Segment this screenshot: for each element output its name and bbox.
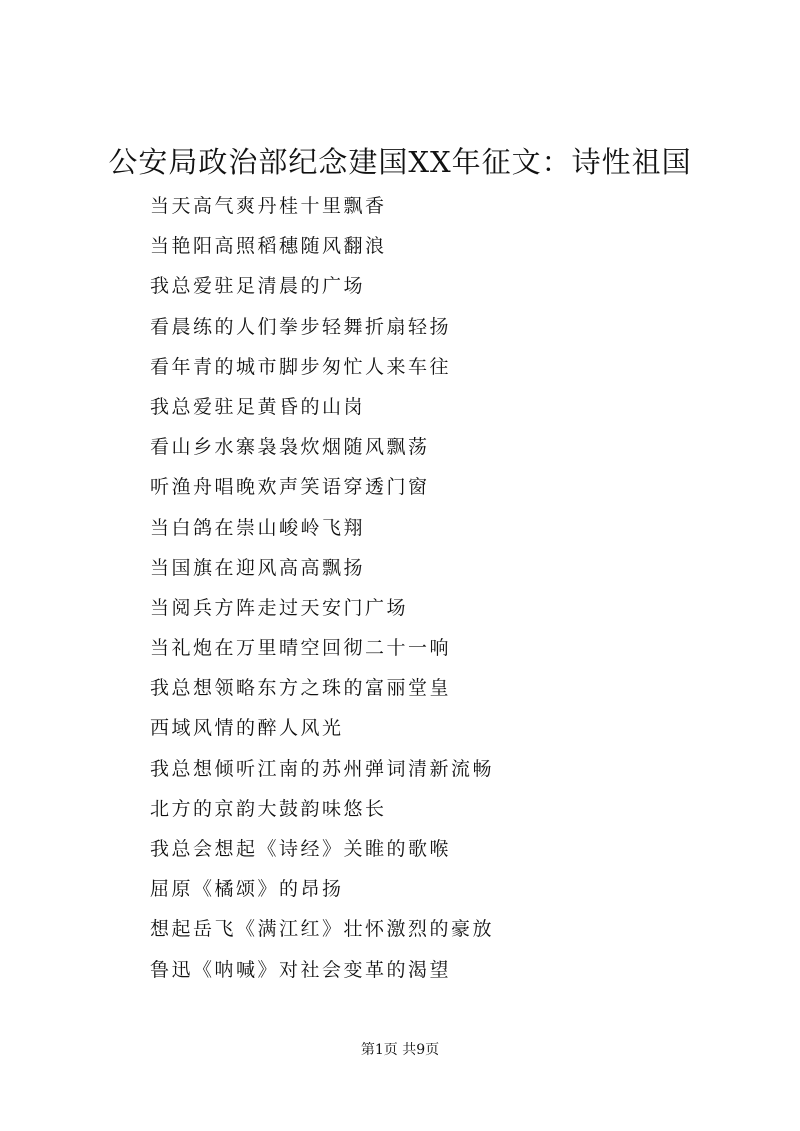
document-title: 公安局政治部纪念建国XX年征文：诗性祖国	[108, 145, 692, 179]
poem-line: 当天高气爽丹桂十里飘香	[150, 195, 387, 217]
poem-line: 听渔舟唱晚欢声笑语穿透门窗	[150, 476, 430, 499]
poem-line: 我总爱驻足清晨的广场	[150, 275, 366, 298]
poem-line: 想起岳飞《满江红》壮怀激烈的豪放	[150, 918, 495, 941]
poem-line: 我总爱驻足黄昏的山岗	[150, 395, 366, 418]
poem-line: 当艳阳高照稻穗随风翻浪	[150, 235, 387, 258]
poem-line: 看山乡水寨袅袅炊烟随风飘荡	[150, 436, 430, 459]
poem-line: 北方的京韵大鼓韵味悠长	[150, 797, 387, 820]
page-number-footer: 第1页 共9页	[360, 1042, 440, 1058]
poem-line: 屈原《橘颂》的昂扬	[150, 878, 344, 901]
poem-line: 当白鸽在崇山峻岭飞翔	[150, 516, 366, 539]
poem-body	[150, 191, 494, 995]
poem-line: 我总想领略东方之珠的富丽堂皇	[150, 677, 452, 700]
poem-line: 西域风情的醉人风光	[150, 717, 344, 740]
poem-line: 当国旗在迎风高高飘扬	[150, 556, 366, 579]
poem-line: 鲁迅《呐喊》对社会变革的渴望	[150, 958, 452, 981]
poem-line: 我总想倾听江南的苏州弹词清新流畅	[150, 757, 495, 780]
poem-line: 当阅兵方阵走过天安门广场	[150, 596, 409, 619]
poem-line: 看年青的城市脚步匆忙人来车往	[150, 355, 452, 378]
poem-line: 看晨练的人们拳步轻舞折扇轻扬	[150, 315, 452, 338]
poem-line: 我总会想起《诗经》关睢的歌喉	[150, 838, 452, 860]
poem-line: 当礼炮在万里晴空回彻二十一响	[150, 637, 452, 660]
